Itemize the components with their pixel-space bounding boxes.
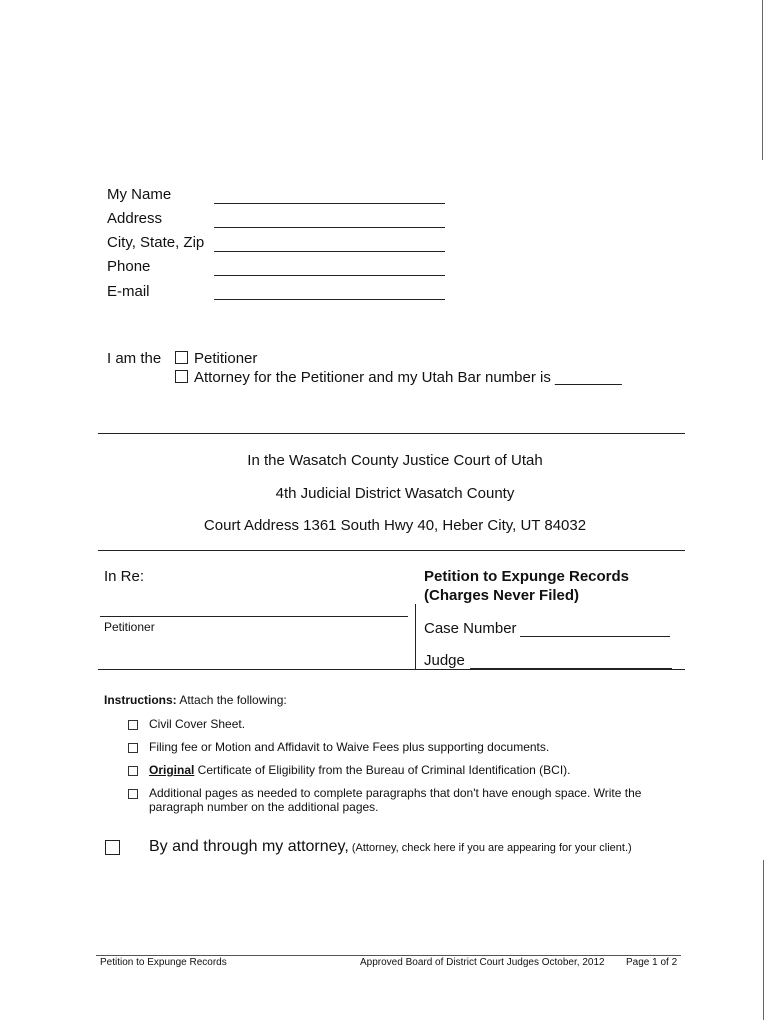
address-field[interactable] <box>214 227 445 228</box>
phone-field[interactable] <box>214 275 445 276</box>
attorney-appearance-label: By and through my attorney, (Attorney, check here if you are appearing for your client.) <box>149 838 632 855</box>
court-district: 4th Judicial District Wasatch County <box>275 485 515 502</box>
name-label: My Name <box>107 186 172 203</box>
instruction-checkbox-3[interactable] <box>128 766 138 776</box>
petitioner-caption-label: Petitioner <box>104 620 155 634</box>
footer-page-number: Page 1 of 2 <box>626 957 678 968</box>
in-re-label: In Re: <box>104 568 145 585</box>
city-state-zip-field[interactable] <box>214 251 445 252</box>
footer-rule <box>96 955 681 956</box>
email-field[interactable] <box>214 299 445 300</box>
attorney-label: Attorney for the Petitioner and my Utah Bar number is ________ <box>194 369 622 386</box>
address-label: Address <box>107 210 163 227</box>
court-address: Court Address 1361 South Hwy 40, Heber City, UT 84032 <box>203 517 587 534</box>
document-subtitle: (Charges Never Filed) <box>424 587 580 604</box>
case-number-label: Case Number <box>424 620 517 637</box>
instruction-item-3: Original Certificate of Eligibility from the Bureau of Criminal Identification (BCI). <box>149 763 571 777</box>
instruction-item-2: Filing fee or Motion and Affidavit to Waive Fees plus supporting documents. <box>149 740 550 754</box>
attorney-appearance-checkbox[interactable] <box>105 840 120 855</box>
instructions-heading: Instructions: Attach the following: <box>104 693 287 707</box>
instruction-checkbox-2[interactable] <box>128 743 138 753</box>
role-intro: I am the <box>107 350 162 367</box>
judge-label: Judge <box>424 652 465 669</box>
caption-bottom-rule <box>98 669 685 670</box>
case-number-field[interactable] <box>520 636 670 637</box>
footer-center: Approved Board of District Court Judges October, 2012 <box>360 957 605 968</box>
document-title: Petition to Expunge Records <box>424 568 630 585</box>
petitioner-checkbox[interactable] <box>175 351 188 364</box>
court-top-rule <box>98 433 685 434</box>
caption-divider <box>415 604 416 670</box>
scan-edge-line <box>762 0 763 160</box>
attorney-checkbox[interactable] <box>175 370 188 383</box>
petitioner-label: Petitioner <box>194 350 258 367</box>
phone-label: Phone <box>107 258 151 275</box>
instruction-item-4: Additional pages as needed to complete paragraphs that don't have enough space. Write the paragraph number on the additional pages. <box>149 786 642 814</box>
city-state-zip-label: City, State, Zip <box>107 234 205 251</box>
petitioner-name-line[interactable] <box>100 616 408 617</box>
instruction-checkbox-1[interactable] <box>128 720 138 730</box>
scan-edge-line <box>763 860 764 1020</box>
name-field[interactable] <box>214 203 445 204</box>
instruction-item-1: Civil Cover Sheet. <box>149 717 246 731</box>
footer-left: Petition to Expunge Records <box>100 957 227 968</box>
court-name: In the Wasatch County Justice Court of Utah <box>247 452 543 469</box>
email-label: E-mail <box>107 283 150 300</box>
instruction-checkbox-4[interactable] <box>128 789 138 799</box>
court-bottom-rule <box>98 550 685 551</box>
